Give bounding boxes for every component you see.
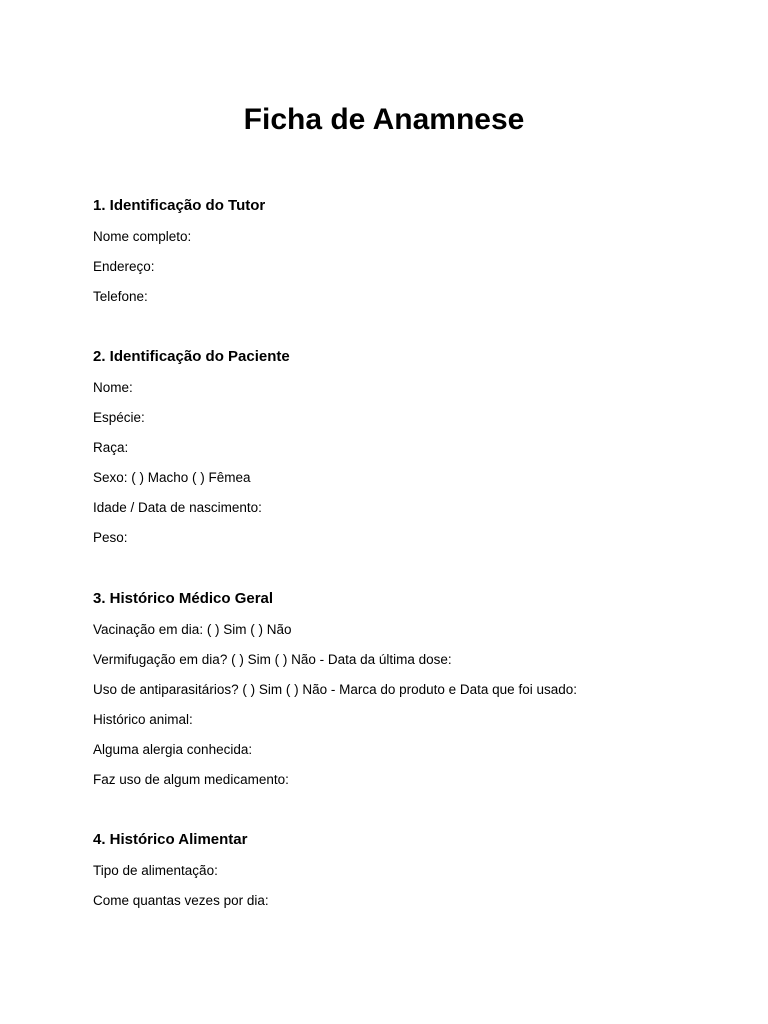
field-meals-per-day: Come quantas vezes por dia: bbox=[93, 893, 269, 908]
field-antiparasitic: Uso de antiparasitários? ( ) Sim ( ) Não - Marca do produto e Data que foi usado: bbox=[93, 682, 577, 697]
field-breed: Raça: bbox=[93, 440, 129, 455]
field-vaccination: Vacinação em dia: ( ) Sim ( ) Não bbox=[93, 622, 292, 637]
field-food-type: Tipo de alimentação: bbox=[93, 863, 218, 878]
field-full-name: Nome completo: bbox=[93, 229, 192, 244]
section-heading: 2. Identificação do Paciente bbox=[93, 348, 290, 365]
field-allergy: Alguma alergia conhecida: bbox=[93, 742, 253, 757]
field-deworming: Vermifugação em dia? ( ) Sim ( ) Não - Data da última dose: bbox=[93, 652, 452, 667]
field-sex: Sexo: ( ) Macho ( ) Fêmea bbox=[93, 470, 251, 485]
field-medication: Faz uso de algum medicamento: bbox=[93, 772, 289, 787]
field-species: Espécie: bbox=[93, 410, 145, 425]
section-tutor-identification bbox=[93, 196, 713, 317]
field-phone: Telefone: bbox=[93, 289, 148, 304]
section-heading: 1. Identificação do Tutor bbox=[93, 197, 266, 214]
section-medical-history bbox=[93, 589, 713, 800]
page-title: Ficha de Anamnese bbox=[243, 103, 525, 136]
section-patient-identification bbox=[93, 347, 713, 558]
section-heading: 4. Histórico Alimentar bbox=[93, 831, 248, 848]
section-food-history bbox=[93, 830, 713, 921]
field-animal-history: Histórico animal: bbox=[93, 712, 193, 727]
section-heading: 3. Histórico Médico Geral bbox=[93, 590, 274, 607]
field-age-birthdate: Idade / Data de nascimento: bbox=[93, 500, 262, 515]
field-address: Endereço: bbox=[93, 259, 155, 274]
field-patient-name: Nome: bbox=[93, 380, 133, 395]
field-weight: Peso: bbox=[93, 530, 128, 545]
